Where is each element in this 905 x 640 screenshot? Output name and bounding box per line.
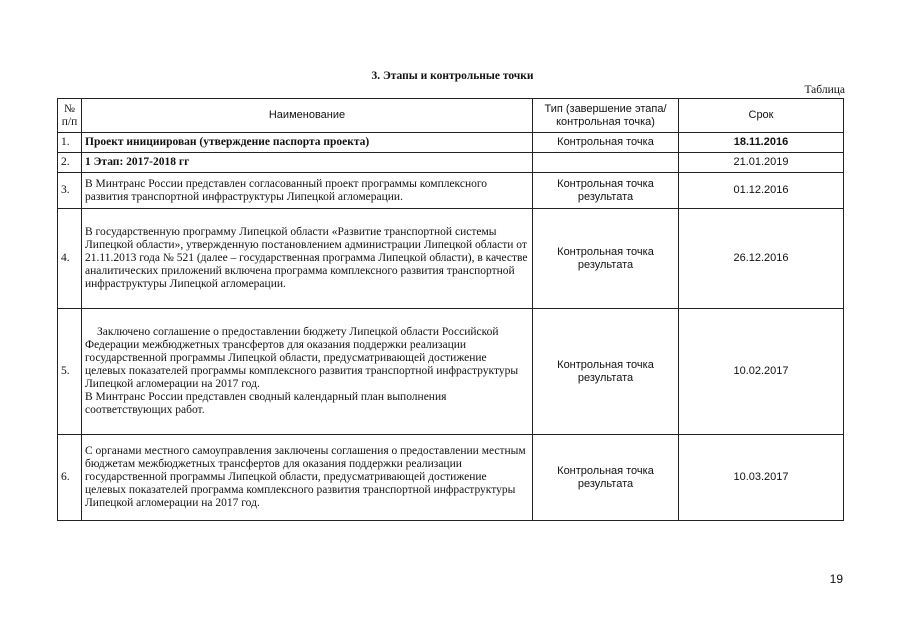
header-type: Тип (завершение этапа/контрольная точка)	[533, 99, 679, 133]
header-num: № п/п	[58, 99, 82, 133]
table-row	[58, 309, 844, 435]
row-num: 6.	[58, 435, 82, 521]
table-header-row	[58, 99, 844, 133]
row-num: 3.	[58, 173, 82, 209]
header-deadline: Срок	[679, 99, 844, 133]
table-row	[58, 153, 844, 173]
table-row	[58, 173, 844, 209]
milestones-table	[57, 98, 844, 521]
row-type	[533, 153, 679, 173]
row-name-paragraph: Заключено соглашение о предоставлении бюджету Липецкой области Российской Федерации межбюджетных трансфертов для оказания поддержки реализации государственной программы Липецкой области, предусматривающей достижение целевых показателей программы комплексного развития транспортной инфраструктуры Липецкой агломерации на 2017 год.	[85, 326, 519, 390]
table-row	[58, 209, 844, 309]
row-deadline: 10.03.2017	[679, 435, 844, 521]
row-deadline: 26.12.2016	[679, 209, 844, 309]
table-caption: Таблица	[804, 84, 845, 96]
row-deadline: 10.02.2017	[679, 309, 844, 435]
row-name-cell	[82, 309, 533, 435]
row-num: 4.	[58, 209, 82, 309]
row-deadline: 21.01.2019	[679, 153, 844, 173]
header-name: Наименование	[82, 99, 533, 133]
row-name-paragraph: В Минтранс России представлен сводный календарный план выполнения соответствующих работ.	[85, 391, 447, 416]
table-row	[58, 133, 844, 153]
row-deadline: 01.12.2016	[679, 173, 844, 209]
row-name: В Минтранс России представлен согласованный проект программы комплексного развития транспортной инфраструктуры Липецкой агломерации.	[82, 173, 533, 209]
row-type: Контрольная точка результата	[533, 209, 679, 309]
page-number: 19	[829, 572, 843, 586]
page-title: 3. Этапы и контрольные точки	[371, 70, 534, 82]
row-type: Контрольная точка результата	[533, 435, 679, 521]
row-deadline: 18.11.2016	[679, 133, 844, 153]
row-name: 1 Этап: 2017-2018 гг	[82, 153, 533, 173]
row-type: Контрольная точка результата	[533, 173, 679, 209]
row-name: Проект инициирован (утверждение паспорта проекта)	[82, 133, 533, 153]
row-type: Контрольная точка	[533, 133, 679, 153]
row-name: С органами местного самоуправления заключены соглашения о предоставлении местным бюджетам межбюджетных трансфертов для оказания поддержки реализации государственной программы Липецкой области, предусматривающей достижение целевых показателей программа комплексного развития транспортной инфраструктуры Липецкой агломерации на 2017 год.	[82, 435, 533, 521]
row-type: Контрольная точка результата	[533, 309, 679, 435]
table-row	[58, 435, 844, 521]
row-num: 5.	[58, 309, 82, 435]
row-num: 2.	[58, 153, 82, 173]
row-name: В государственную программу Липецкой области «Развитие транспортной системы Липецкой области», утвержденную постановлением администрации Липецкой области от 21.11.2013 года № 521 (далее – государственная программа Липецкой области), в качестве аналитических приложений включена программа комплексного развития транспортной инфраструктуры Липецкой агломерации.	[82, 209, 533, 309]
row-num: 1.	[58, 133, 82, 153]
